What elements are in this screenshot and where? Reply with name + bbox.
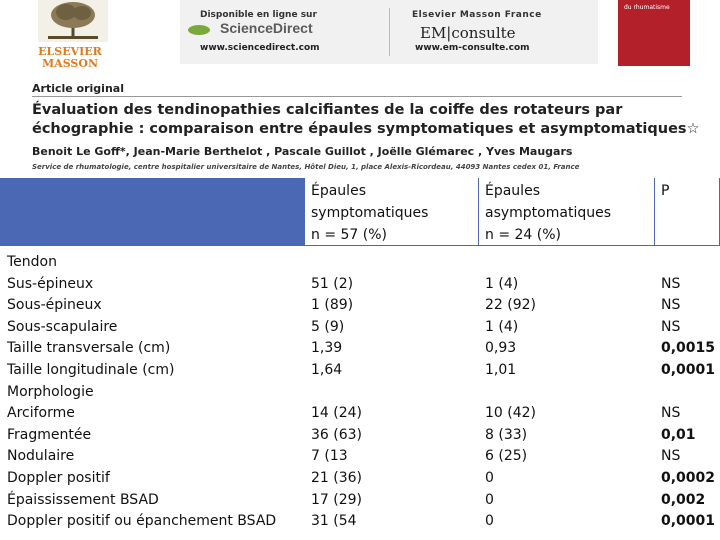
table-header xyxy=(0,178,720,246)
column-header-line: n = 24 (%) xyxy=(485,227,561,243)
row-label: Épaississement BSAD xyxy=(7,491,159,508)
row-label: Taille longitudinale (cm) xyxy=(7,361,175,378)
journal-cover-title: du rhumatisme xyxy=(624,4,670,11)
row-label: Sous-épineux xyxy=(7,297,102,314)
row-label: Morphologie xyxy=(7,383,94,400)
elsevier-tree-logo-icon xyxy=(38,0,108,42)
symptomatic-value: 21 (36) xyxy=(311,469,363,486)
p-value: NS xyxy=(661,275,681,292)
asymptomatic-value xyxy=(485,382,536,404)
symptomatic-value: 1,64 xyxy=(311,361,343,378)
asymptomatic-value: 0,93 xyxy=(485,340,517,357)
asymptomatic-value: 10 (42) xyxy=(485,405,537,422)
column-header-line: Épaules xyxy=(311,183,366,199)
row-label: Doppler positif ou épanchement BSAD xyxy=(7,513,277,530)
p-value: NS xyxy=(661,448,681,465)
asymptomatic-value: 22 (92) xyxy=(485,297,537,314)
row-label: Arciforme xyxy=(7,405,75,422)
header-divider xyxy=(32,96,682,97)
row-label: Doppler positif xyxy=(7,469,110,486)
p-value: NS xyxy=(661,297,681,314)
symptomatic-value: 31 (54 xyxy=(311,513,357,530)
asymptomatic-value: 8 (33) xyxy=(485,426,528,443)
symptomatic-value: 7 (13 xyxy=(311,448,348,465)
symptomatic-value: 14 (24) xyxy=(311,405,363,422)
emconsulte-url[interactable]: www.em-consulte.com xyxy=(415,43,530,53)
symptomatic-value xyxy=(311,252,362,274)
row-label: Fragmentée xyxy=(7,426,92,443)
row-label: Tendon xyxy=(7,254,57,270)
publisher-band xyxy=(180,0,598,64)
p-value xyxy=(661,252,715,274)
column-header-line: asymptomatiques xyxy=(485,205,611,221)
symptomatic-value: 5 (9) xyxy=(311,318,345,335)
symptomatic-value: 1,39 xyxy=(311,340,343,357)
row-labels-column xyxy=(7,252,276,533)
asymptomatic-value: 1 (4) xyxy=(485,275,519,292)
p-values-column xyxy=(661,252,715,533)
sciencedirect-label: Disponible en ligne sur xyxy=(200,10,317,20)
row-label: Taille transversale (cm) xyxy=(7,340,171,357)
logo-line-2: MASSON xyxy=(42,57,98,70)
article-type: Article original xyxy=(32,82,124,95)
p-value xyxy=(661,382,715,404)
symptomatic-value: 36 (63) xyxy=(311,426,363,443)
journal-cover-image xyxy=(618,0,690,66)
emconsulte-label: Elsevier Masson France xyxy=(412,10,542,20)
p-value: 0,0015 xyxy=(661,340,716,357)
p-value: 0,002 xyxy=(661,491,706,508)
column-header-p-value xyxy=(654,178,720,246)
asymptomatic-value: 1,01 xyxy=(485,361,517,378)
p-value: NS xyxy=(661,405,681,422)
column-header-line: symptomatiques xyxy=(311,205,429,221)
symptomatic-value: 17 (29) xyxy=(311,491,363,508)
table-header-blank-cell xyxy=(0,178,304,246)
sciencedirect-url[interactable]: www.sciencedirect.com xyxy=(200,43,320,53)
article-affiliation: Service de rhumatologie, centre hospitalier universitaire de Nantes, Hôtel Dieu, 1, place Alexis-Ricordeau, 44093 Nantes cedex 01, France xyxy=(32,163,580,171)
p-value: 0,01 xyxy=(661,426,696,443)
symptomatic-value: 51 (2) xyxy=(311,275,354,292)
asymptomatic-value xyxy=(485,252,536,274)
column-header-symptomatic xyxy=(304,178,478,246)
p-value: 0,0001 xyxy=(661,513,716,530)
column-header-asymptomatic xyxy=(478,178,654,246)
symptomatic-value: 1 (89) xyxy=(311,297,354,314)
emconsulte-name: EM|consulte xyxy=(420,24,516,42)
row-label: Nodulaire xyxy=(7,448,75,465)
article-header xyxy=(0,0,720,180)
band-divider xyxy=(389,8,390,56)
sciencedirect-icon xyxy=(188,25,210,35)
sciencedirect-name: ScienceDirect xyxy=(220,20,313,36)
column-header-line: Épaules xyxy=(485,183,540,199)
asymptomatic-value: 0 xyxy=(485,513,494,530)
asymptomatic-value: 0 xyxy=(485,469,494,486)
asymptomatic-values-column xyxy=(485,252,536,533)
elsevier-masson-logo xyxy=(30,46,110,70)
row-label: Sous-scapulaire xyxy=(7,318,118,335)
row-label: Sus-épineux xyxy=(7,275,94,292)
article-authors: Benoit Le Goff*, Jean-Marie Berthelot , Pascale Guillot , Joëlle Glémarec , Yves Maugars xyxy=(32,145,573,158)
column-header-line: n = 57 (%) xyxy=(311,227,387,243)
symptomatic-values-column xyxy=(311,252,362,533)
column-header-line: P xyxy=(661,183,670,199)
article-title: Évaluation des tendinopathies calcifiantes de la coiffe des rotateurs par échographie : comparaison entre épaules symptomatiques et asymptomatiques☆ xyxy=(32,102,700,137)
logo-line-1: ELSEVIER xyxy=(38,45,102,58)
asymptomatic-value: 0 xyxy=(485,491,494,508)
p-value: 0,0002 xyxy=(661,469,716,486)
p-value: NS xyxy=(661,318,681,335)
asymptomatic-value: 6 (25) xyxy=(485,448,528,465)
symptomatic-value xyxy=(311,382,362,404)
asymptomatic-value: 1 (4) xyxy=(485,318,519,335)
p-value: 0,0001 xyxy=(661,361,716,378)
